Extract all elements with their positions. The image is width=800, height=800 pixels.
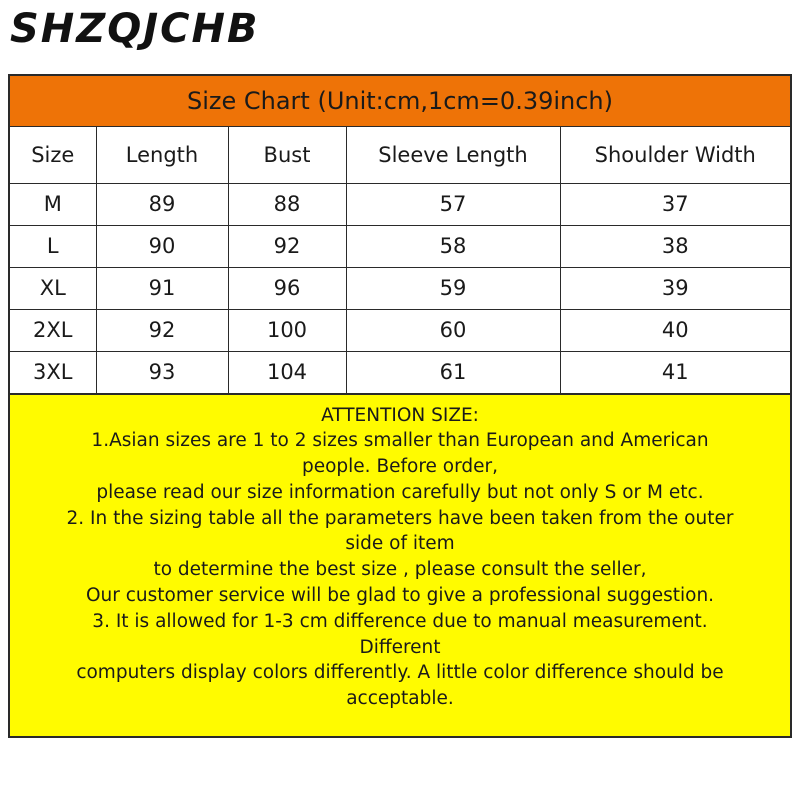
cell-sleeve-length: 60: [346, 309, 560, 351]
notes-line: to determine the best size , please consult the seller,: [153, 559, 647, 581]
size-chart: [8, 74, 792, 738]
column-header-sleeve-length: Sleeve Length: [346, 127, 560, 183]
notes-line: Our customer service will be glad to give a professional suggestion.: [85, 585, 715, 607]
cell-shoulder-width: 40: [560, 309, 790, 351]
notes-line: side of item: [345, 533, 455, 555]
cell-length: 90: [96, 225, 228, 267]
cell-size: XL: [10, 267, 96, 309]
cell-shoulder-width: 39: [560, 267, 790, 309]
column-header-bust: Bust: [228, 127, 346, 183]
notes-line: Different: [359, 636, 441, 658]
notes-line: computers display colors differently. A little color difference should be: [76, 662, 724, 684]
cell-bust: 88: [228, 183, 346, 225]
table-row: [10, 351, 790, 393]
cell-length: 91: [96, 267, 228, 309]
cell-length: 89: [96, 183, 228, 225]
chart-title: Size Chart (Unit:cm,1cm=0.39inch): [10, 76, 790, 127]
column-header-shoulder-width: Shoulder Width: [560, 127, 790, 183]
column-header-size: Size: [10, 127, 96, 183]
cell-shoulder-width: 37: [560, 183, 790, 225]
cell-shoulder-width: 41: [560, 351, 790, 393]
table-row: [10, 183, 790, 225]
notes-line: 3. It is allowed for 1-3 cm difference due to manual measurement.: [92, 610, 708, 632]
size-table: [10, 127, 790, 394]
cell-sleeve-length: 57: [346, 183, 560, 225]
cell-bust: 96: [228, 267, 346, 309]
table-row: [10, 267, 790, 309]
cell-size: L: [10, 225, 96, 267]
cell-bust: 104: [228, 351, 346, 393]
attention-notes: [10, 394, 790, 737]
notes-heading: ATTENTION SIZE:: [321, 404, 479, 426]
notes-line: 2. In the sizing table all the parameters have been taken from the outer: [66, 507, 734, 529]
cell-size: 3XL: [10, 351, 96, 393]
notes-line: please read our size information carefully but not only S or M etc.: [96, 481, 704, 503]
notes-line: people. Before order,: [301, 456, 499, 478]
cell-sleeve-length: 59: [346, 267, 560, 309]
column-header-length: Length: [96, 127, 228, 183]
notes-line: acceptable.: [346, 688, 454, 710]
cell-size: 2XL: [10, 309, 96, 351]
cell-size: M: [10, 183, 96, 225]
cell-bust: 92: [228, 225, 346, 267]
cell-sleeve-length: 61: [346, 351, 560, 393]
cell-bust: 100: [228, 309, 346, 351]
table-header-row: [10, 127, 790, 183]
cell-shoulder-width: 38: [560, 225, 790, 267]
table-row: [10, 225, 790, 267]
notes-line: 1.Asian sizes are 1 to 2 sizes smaller than European and American: [91, 430, 709, 452]
cell-sleeve-length: 58: [346, 225, 560, 267]
brand-logo-text: SHZQJCHB: [10, 6, 260, 52]
cell-length: 92: [96, 309, 228, 351]
cell-length: 93: [96, 351, 228, 393]
table-row: [10, 309, 790, 351]
